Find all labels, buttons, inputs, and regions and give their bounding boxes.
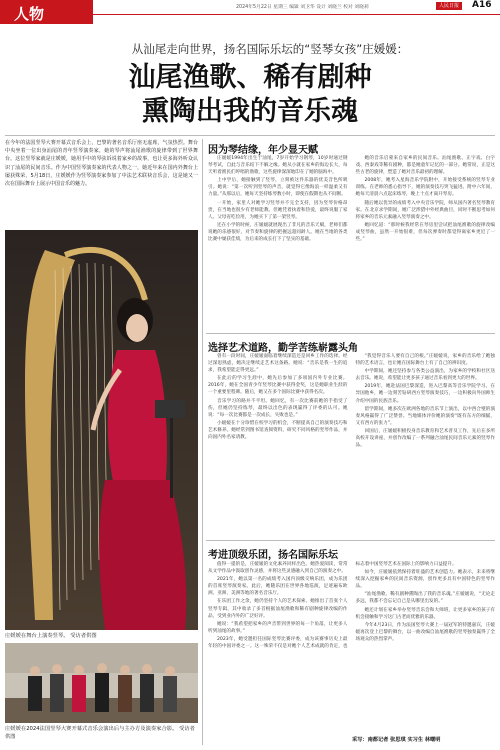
paragraph: 如今，庄媛媛依然保持着旺盛的艺术创造力。她表示，未来将继续深入挖掘家乡的民间音乐资源，创作更多具有中国特色的竖琴作品。 xyxy=(355,570,495,590)
issue-info: 2024年5月22日 星期三 编辑 刘卫华 设计 刘晓兰 校对 刘晓莉 xyxy=(236,5,369,10)
byline: 采写：南都记者 张思琪 实习生 林曙明 xyxy=(352,737,441,743)
section-heading-1: 因为琴结缘，年少显天赋 xyxy=(208,145,318,156)
headline-kicker: 从汕尾走向世界，扬名国际乐坛的“竖琴女孩”庄媛媛： xyxy=(131,42,409,56)
section-rule xyxy=(206,333,495,334)
headline-title-line1: 汕尾渔歌、稀有剧种 xyxy=(128,62,372,93)
paragraph: “我觉得音乐人要有自己的根。”庄媛媛说，家乡的音乐给了她独特的艺术语言，也让她在国际舞台上有了自己的辨识度。 xyxy=(355,354,495,367)
header-line xyxy=(93,14,500,15)
paragraph: 她的音乐启蒙来自家乡的民间音乐。汕尾渔歌、正字戏、白字戏、西秦戏等稀有剧种，都是她童年记忆的一部分。她常说，正是这些古老的旋律，塑造了她对音乐最初的理解。 xyxy=(355,156,495,176)
section-tab xyxy=(0,0,93,24)
section-rule xyxy=(206,540,495,541)
paragraph: 小媛媛在十分珍惜在校学习的机会，不断提高自己的演奏技巧和艺术修养。她经常到图书馆查阅资料，研究不同风格的竖琴作品，并向国内外名家请教。 xyxy=(208,420,348,441)
headline-title-line2: 熏陶出我的音乐魂 xyxy=(142,96,358,127)
paragraph: 留学期间，她多次在欧洲各地的音乐节上演出，以中西合璧的演奏风格赢得了广泛赞誉。当地媒体评价她的演奏“既有东方的细腻，又有西方的张力”。 xyxy=(355,406,495,426)
paragraph: 庄媛媛1994年出生于汕尾，7岁开始学习钢琴，10岁时通过钢琴考试，自此与音乐结下不解之缘。她从小就在家乡的海边长大，每天听着渔民们哼唱的渔歌，这些旋律深深地印在了她的脑海中。 xyxy=(208,156,348,176)
paragraph: 在乐团工作之余，她仍坚持个人的艺术探索。她推出了首张个人竖琴专辑，其中收录了多首根据汕尾渔歌和稀有剧种旋律改编的作品，受到业内外的广泛好评。 xyxy=(208,599,348,619)
paragraph: 她还计划在家乡举办竖琴音乐会和大师班，让更多家乡的孩子有机会接触和学习这门古老而优雅的乐器。 xyxy=(355,607,495,620)
paper-name-badge: 人民日报 xyxy=(436,2,462,10)
paragraph: 她说：“我希望把家乡的声音带到世界的每一个角落，让更多人听到汕尾的故事。” xyxy=(208,621,348,634)
section-heading-2: 选择艺术道路，勤学苦练崭露头角 xyxy=(208,343,358,354)
group-photo xyxy=(5,643,198,723)
headline-rule xyxy=(5,135,495,136)
paragraph: 随后她以优异的成绩考入中央音乐学院，师从国内著名竖琴教育家。在北京求学期间，她广泛涉猎中外经典曲目，同时不断思考如何将家乡的音乐元素融入竖琴演奏之中。 xyxy=(355,200,495,220)
paragraph: 今年4月23日，作为法国竖琴大赛上一届冠军的特邀嘉宾，庄媛媛再次登上巴黎的舞台，以一曲改编自汕尾渔歌的竖琴独奏赢得了全场观众的热烈掌声。 xyxy=(355,622,495,642)
section-heading-3: 考进顶级乐团，扬名国际乐坛 xyxy=(208,550,338,561)
paragraph: 值得一提的是，庄媛媛的文化素养同样出色。她热爱阅读，常常从文学作品中汲取创作灵感，并将这些灵感融入到自己的演奏之中。 xyxy=(208,562,348,575)
photo2-caption: 庄媛媛在2024法国竖琴大赛开幕式音乐会演出后与主办方及演奏家合影。 受访者供图 xyxy=(5,726,195,740)
page-number: A16 xyxy=(472,0,492,10)
lede-text: 在今年的法国竖琴大赛开幕式音乐会上，巴黎的著名音乐厅座无虚席，气氛热烈。舞台中央坐着一位出身汕尾的青年竖琴演奏家，她的琴声将汕尾渔歌的旋律带到了世界舞台。这位竖琴家就是庄媛媛，她用手中的琴弦诉说着家乡的故事，也让更多海外听众认识了汕尾的民间音乐。作为中国竖琴演奏家的代表人物之一，她近年来在国内外舞台上屡获殊荣，5月18日，庄媛媛作为竖琴演奏家参加了中法艺术联袂音乐会，这是她又一次在国际舞台上展示中国音乐的魅力。 xyxy=(5,140,198,188)
paragraph: 曾有一段时间，庄媛媛面临着继续深造还是回乡工作的选择。经过深思熟虑，她决定继续走艺术这条路。她说：“音乐是我一生的追求，我希望能走得更远。” xyxy=(208,354,348,374)
paragraph: 她回忆道：“那时候我经常在琴房里尝试把汕尾渔歌的旋律改编成竖琴曲，虽然一开始很难，但每次弹奏时都觉得离家乡更近了一些。” xyxy=(355,222,495,243)
paragraph: 回国后，庄媛媛积极投身音乐教育和艺术普及工作，先后在多所高校开设讲座，并创作改编了一系列融合汕尾民间音乐元素的竖琴作品。 xyxy=(355,428,495,449)
paragraph: 音乐学习的路并不平坦。她回忆，有一次比赛前她的手指受了伤，但她仍坚持练琴，最终以出色的表现赢得了评委的认可。她说：“每一次比赛都是一次成长，失败也是。” xyxy=(208,398,348,418)
paragraph: 2019年，她赴法国巴黎深造，进入巴黎高等音乐学院学习。在异国他乡，她一边刻苦钻研西方竖琴演奏技巧，一边积极向外国师生介绍中国的民族音乐。 xyxy=(355,384,495,404)
harp-performance-photo xyxy=(5,230,198,630)
photo1-caption: 庄媛媛在舞台上演奏竖琴。 受访者供图 xyxy=(5,633,97,639)
paragraph: 2021年，她以第一名的成绩考入国内顶级交响乐团，成为乐团的首席竖琴演奏家。此后，她随乐团在世界各地巡演，足迹遍布欧洲、亚洲、美洲等地的著名音乐厅。 xyxy=(208,577,348,597)
paragraph: 还在小学的时候，庄媛媛就展现出了非凡的音乐天赋，老师们都说她的乐感很好，对节奏和旋律的把握远超同龄人。她在当地的各类比赛中屡获佳绩，为后来的成长打下了坚实的基础。 xyxy=(208,222,348,243)
section-3-body xyxy=(208,561,495,745)
paragraph: 2008年，她考入星海音乐学院附中，开始接受系统的竖琴专业训练。在老师的悉心指导下，她的演奏技巧突飞猛进。附中六年间，她每天清晨六点起床练琴，晚上十点才离开琴房。 xyxy=(355,178,495,198)
paragraph: “汕尾渔歌、稀有剧种熏陶出了我的音乐魂。”庄媛媛说，“无论走多远，我都不会忘记自己是从哪里出发的。” xyxy=(355,592,495,605)
section-label: 人物 xyxy=(14,5,45,23)
paragraph: 2023年，她受邀担任国际竖琴比赛评委，成为该赛事历史上最年轻的中国评委之一。这一殊荣不仅是对她个人艺术成就的肯定，也标志着中国竖琴艺术在国际上的影响力日益提升。 xyxy=(208,562,457,650)
section-1-body xyxy=(208,155,495,330)
paragraph: 一开始，家里人对她学习竖琴并不完全支持，因为竖琴价格昂贵，在当地也很少有老师能教。但她凭着执着和热爱，最终说服了家人。父母省吃俭用，为她买下了第一架竖琴。 xyxy=(208,200,348,220)
section-2-body xyxy=(208,353,495,538)
lede xyxy=(5,139,198,226)
column-rule xyxy=(202,139,203,745)
paragraph: 上中学后，她接触到了竖琴，立刻被这件乐器的优美音色所吸引。她说：“第一次听到竖琴的声音，就觉得它像海浪一样温柔又有力量。”从那以后，她每天坚持练琴数小时，即使在假期也从不间断。 xyxy=(208,178,348,198)
paragraph: 中学期间，她还坚持参与各类公益演出，为家乡的学校和社区送去音乐。她说，希望能让更多孩子通过音乐看到更大的世界。 xyxy=(355,369,495,382)
paragraph: 在此后的学习生涯中，她先后参加了多项国内外专业比赛。2016年，她在全国青少年竖琴比赛中获得金奖，这是她职业生涯的一个重要里程碑。随后，她又在多个国际比赛中获得名次。 xyxy=(208,376,348,396)
